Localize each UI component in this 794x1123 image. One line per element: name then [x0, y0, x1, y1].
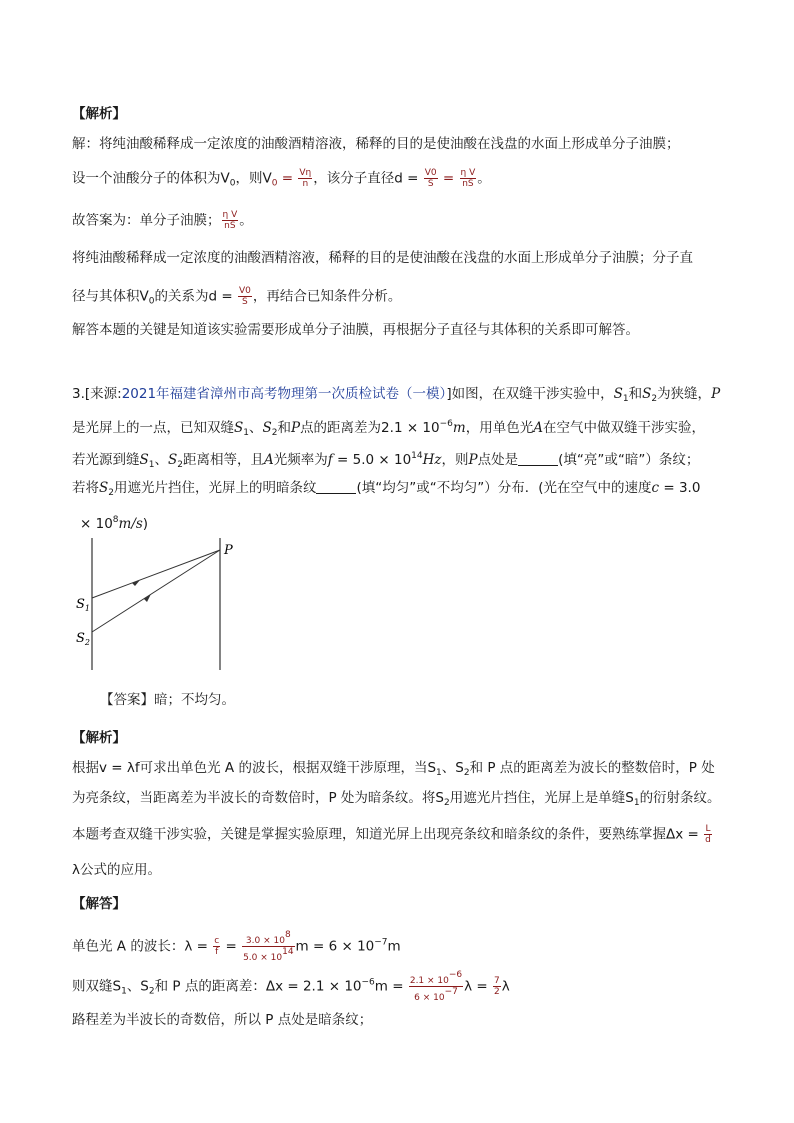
fraction: $\frac{c}{f}$ [214, 936, 220, 957]
analysis-line: 径与其体积$V_0$的关系为d = $\frac{V0}{S}$ ，再结合已知条件分析。 [72, 286, 402, 307]
solution-line: 单色光 A 的波长：λ = $\frac{c}{f}$ = $\frac{3.0 \times 108}{5.0 \times 1014}$ $m = 6 \times 10^{-7}m$ [72, 930, 401, 963]
answer-blank[interactable] [316, 479, 356, 494]
analysis-line: 设一个油酸分子的体积为$V_0$，则$V_0$ = $\frac{V\eta}{n}$ ，该分子直径d = $\frac{V0}{S}$ = $\frac{\text{η V}}{nS}$ 。 [72, 168, 491, 189]
solution-line: 则双缝$S_1$、$S_2$和 P 点的距离差：$\Delta x = 2.1 \times 10^{-6}m$ = $\frac{2.1 \times 10-6}{6 \times 10-7}$ λ = $\frac{7}{2}$ λ [72, 970, 510, 1003]
label-s2: $S_2$ [76, 631, 90, 647]
question-line: 3.[来源:2021年福建省漳州市高考物理第一次质检试卷（一模）]如图，在双缝干涉实验中，$S_1$和$S_2$为狭缝，P [72, 386, 721, 404]
fraction: $\frac{V0}{S}$ [238, 286, 251, 307]
analysis-line: 本题考查双缝干涉实验，关键是掌握实验原理，知道光屏上出现亮条纹和暗条纹的条件，要熟练掌握Δx = $\frac{L}{d}$ [72, 824, 711, 845]
analysis-line: 根据v = λf可求出单色光 A 的波长，根据双缝干涉原理，当$S_1$、$S_2$和 P 点的距离差为波长的整数倍时，P 处 [72, 760, 715, 778]
answer-blank[interactable] [518, 451, 558, 466]
analysis-line: 解：将纯油酸稀释成一定浓度的油酸酒精溶液，稀释的目的是使油酸在浅盘的水面上形成单分子油膜； [72, 136, 680, 152]
fraction: $\frac{V\eta}{n}$ [299, 168, 312, 189]
source-link[interactable]: 2021年福建省漳州市高考物理第一次质检试卷（一模） [121, 386, 447, 402]
analysis-heading: 【解析】 [72, 730, 126, 746]
analysis-line: 解答本题的关键是知道该实验需要形成单分子油膜，再根据分子直径与其体积的关系即可解答。 [72, 322, 639, 338]
question-line: × $10^8m/s$) [80, 515, 149, 532]
double-slit-diagram [70, 538, 250, 674]
arrow-s1 [132, 580, 140, 586]
label-p: P [224, 543, 233, 558]
analysis-heading: 【解析】 [72, 106, 126, 122]
solution-line: 路程差为半波长的奇数倍，所以 P 点处是暗条纹； [72, 1012, 373, 1028]
solution-heading: 【解答】 [72, 896, 126, 912]
question-line: 是光屏上的一点，已知双缝$S_1$、$S_2$和P点的距离差为$2.1 \times 10^{-6}m$，用单色光A在空气中做双缝干涉实验， [72, 419, 705, 438]
fraction: $\frac{7}{2}$ [494, 976, 500, 997]
analysis-line: λ公式的应用。 [72, 862, 161, 878]
fraction: $\frac{\text{η V}}{nS}$ [460, 168, 476, 189]
answer-text: 暗；不均匀。 [154, 692, 235, 708]
analysis-line: 为亮条纹，当距离差为半波长的奇数倍时，P 处为暗条纹。将$S_2$用遮光片挡住，光屏上是单缝$S_1$的衍射条纹。 [72, 790, 721, 808]
question-line: 若将$S_2$用遮光片挡住，光屏上的明暗条纹 (填“均匀”或“不均匀”）分布．(光在空气中的速度c = 3.0 [72, 480, 701, 498]
fraction: $\frac{2.1 \times 10-6}{6 \times 10-7}$ [409, 970, 463, 1003]
answer-tag: 【答案】 [100, 692, 154, 708]
analysis-line: 故答案为：单分子油膜； $\frac{\text{η V}}{nS}$ 。 [72, 210, 253, 231]
label-s1: $S_1$ [76, 597, 90, 613]
fraction: $\frac{L}{d}$ [705, 824, 711, 845]
analysis-line: 将纯油酸稀释成一定浓度的油酸酒精溶液，稀释的目的是使油酸在浅盘的水面上形成单分子油膜；分子直 [72, 250, 693, 266]
question-line: 若光源到缝$S_1$、$S_2$距离相等，且A光频率为$f = 5.0 \times 10^{14}Hz$，则P点处是 (填“亮”或“暗”）条纹； [72, 451, 700, 470]
fraction: $\frac{\text{η V}}{nS}$ [222, 210, 238, 231]
fraction: $\frac{V0}{S}$ [424, 168, 437, 189]
fraction: $\frac{3.0 \times 108}{5.0 \times 1014}$ [243, 930, 294, 963]
answer-line [100, 690, 235, 710]
